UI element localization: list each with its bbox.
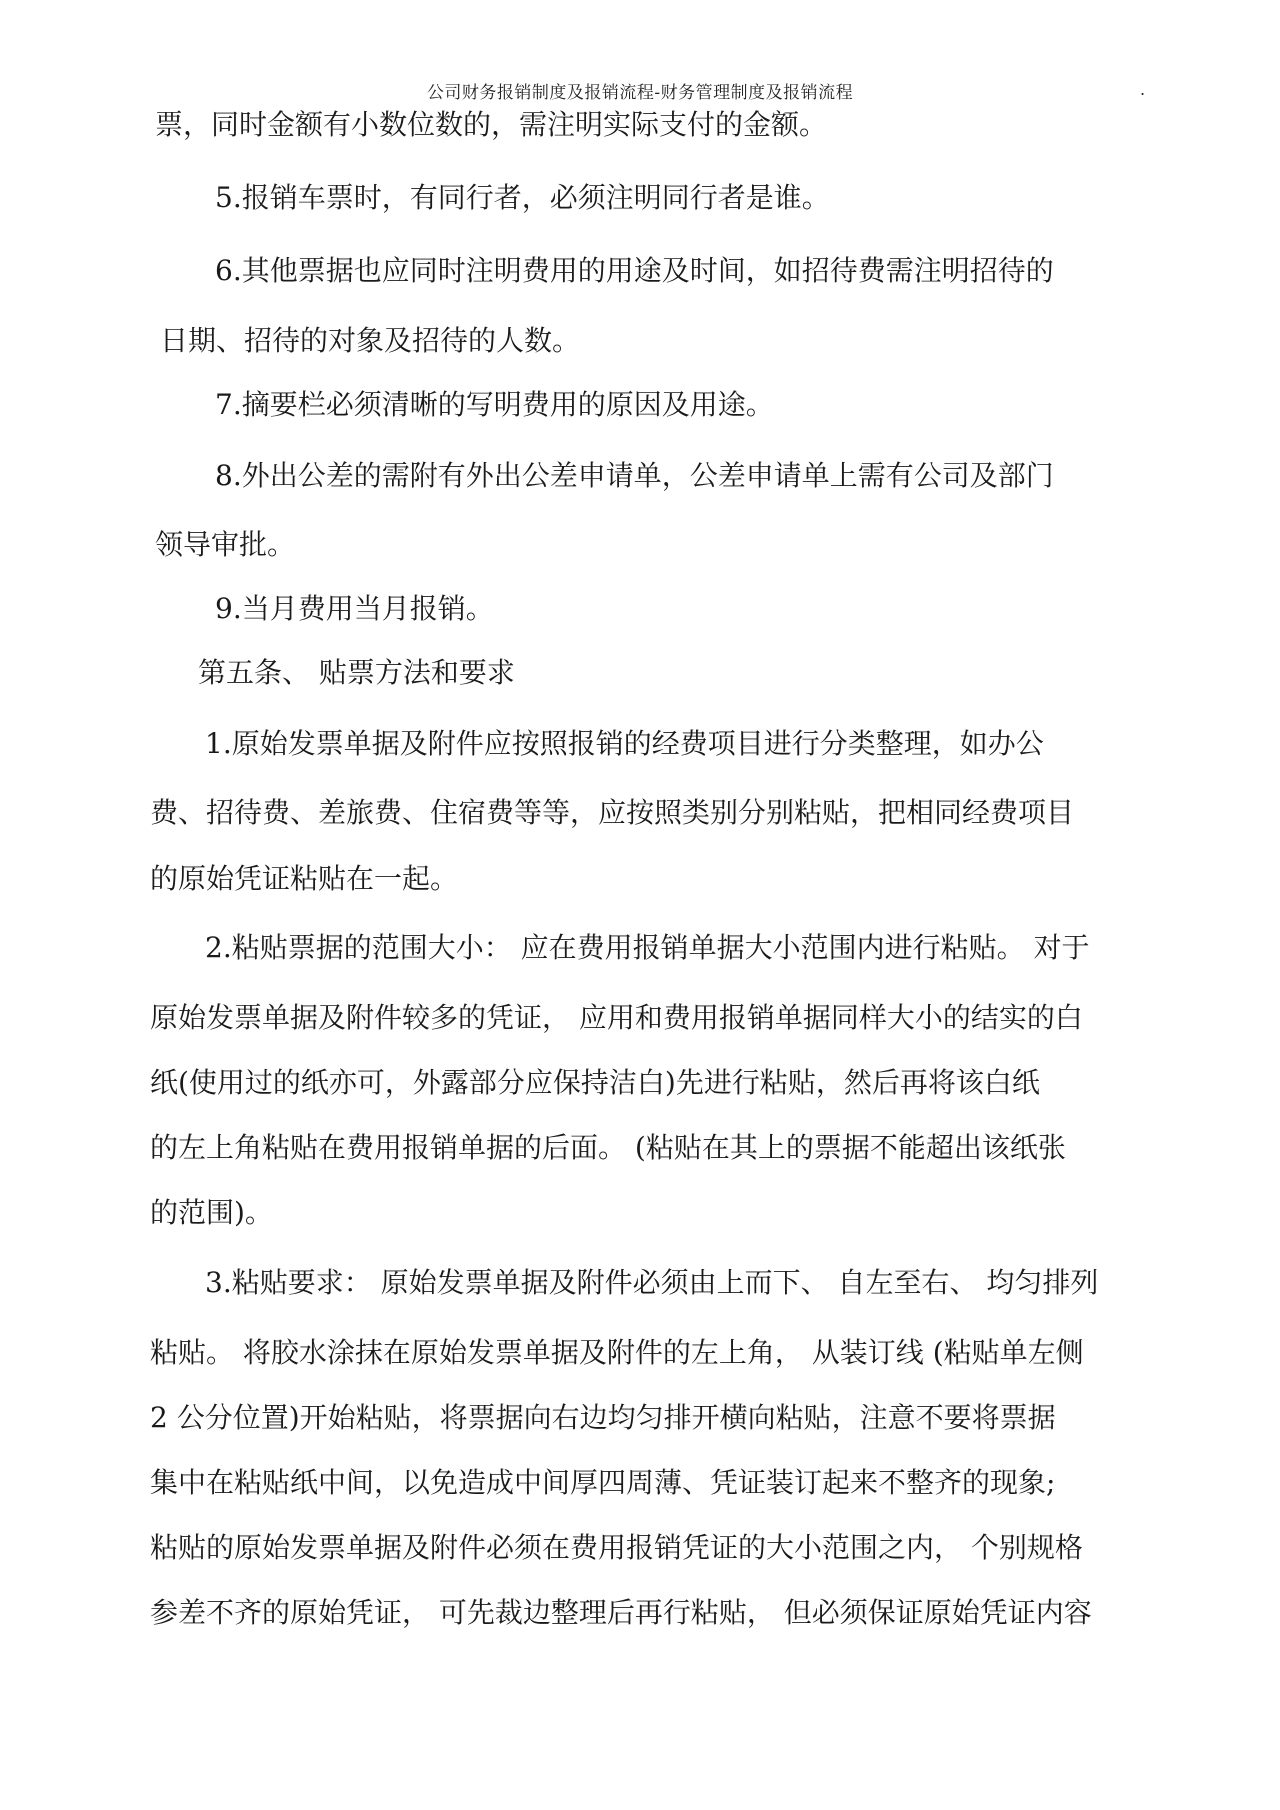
text-line: 5.报销车票时，有同行者，必须注明同行者是谁。 [215, 181, 830, 214]
text-line: 领导审批。 [155, 528, 296, 561]
text-line: 8.外出公差的需附有外出公差申请单，公差申请单上需有公司及部门 [215, 459, 1054, 492]
text-line: 粘贴。 将胶水涂抹在原始发票单据及附件的左上角， 从装订线 (粘贴单左侧 [150, 1336, 1084, 1369]
text-line: 3.粘贴要求： 原始发票单据及附件必须由上而下、 自左至右、 均匀排列 [205, 1266, 1099, 1299]
text-line: 集中在粘贴纸中间，以免造成中间厚四周薄、凭证装订起来不整齐的现象; [150, 1466, 1056, 1499]
text-line: 费、招待费、差旅费、住宿费等等，应按照类别分别粘贴，把相同经费项目 [150, 796, 1075, 829]
text-line: 日期、招待的对象及招待的人数。 [160, 324, 581, 357]
page-header: 公司财务报销制度及报销流程-财务管理制度及报销流程 [426, 83, 854, 103]
text-line: 7.摘要栏必须清晰的写明费用的原因及用途。 [215, 388, 774, 421]
text-line: 原始发票单据及附件较多的凭证， 应用和费用报销单据同样大小的结实的白 [150, 1001, 1083, 1034]
section-heading: 第五条、 贴票方法和要求 [198, 656, 515, 689]
header-mark: . [1140, 80, 1146, 99]
text-line: 粘贴的原始发票单据及附件必须在费用报销凭证的大小范围之内， 个别规格 [150, 1531, 1083, 1564]
text-line: 9.当月费用当月报销。 [215, 592, 494, 625]
text-line: 的范围)。 [150, 1196, 273, 1229]
text-line: 的原始凭证粘贴在一起。 [150, 862, 459, 895]
text-line: 的左上角粘贴在费用报销单据的后面。 (粘贴在其上的票据不能超出该纸张 [150, 1131, 1066, 1164]
text-line: 2 公分位置)开始粘贴，将票据向右边均匀排开横向粘贴，注意不要将票据 [150, 1401, 1056, 1434]
text-line: 纸(使用过的纸亦可，外露部分应保持洁白)先进行粘贴，然后再将该白纸 [150, 1066, 1040, 1099]
text-line: 6.其他票据也应同时注明费用的用途及时间，如招待费需注明招待的 [215, 254, 1054, 287]
text-line: 2.粘贴票据的范围大小： 应在费用报销单据大小范围内进行粘贴。 对于 [205, 931, 1090, 964]
text-line: 1.原始发票单据及附件应按照报销的经费项目进行分类整理，如办公 [205, 727, 1044, 760]
text-line: 参差不齐的原始凭证， 可先裁边整理后再行粘贴， 但必须保证原始凭证内容 [150, 1596, 1092, 1629]
text-line: 票，同时金额有小数位数的，需注明实际支付的金额。 [155, 108, 828, 141]
